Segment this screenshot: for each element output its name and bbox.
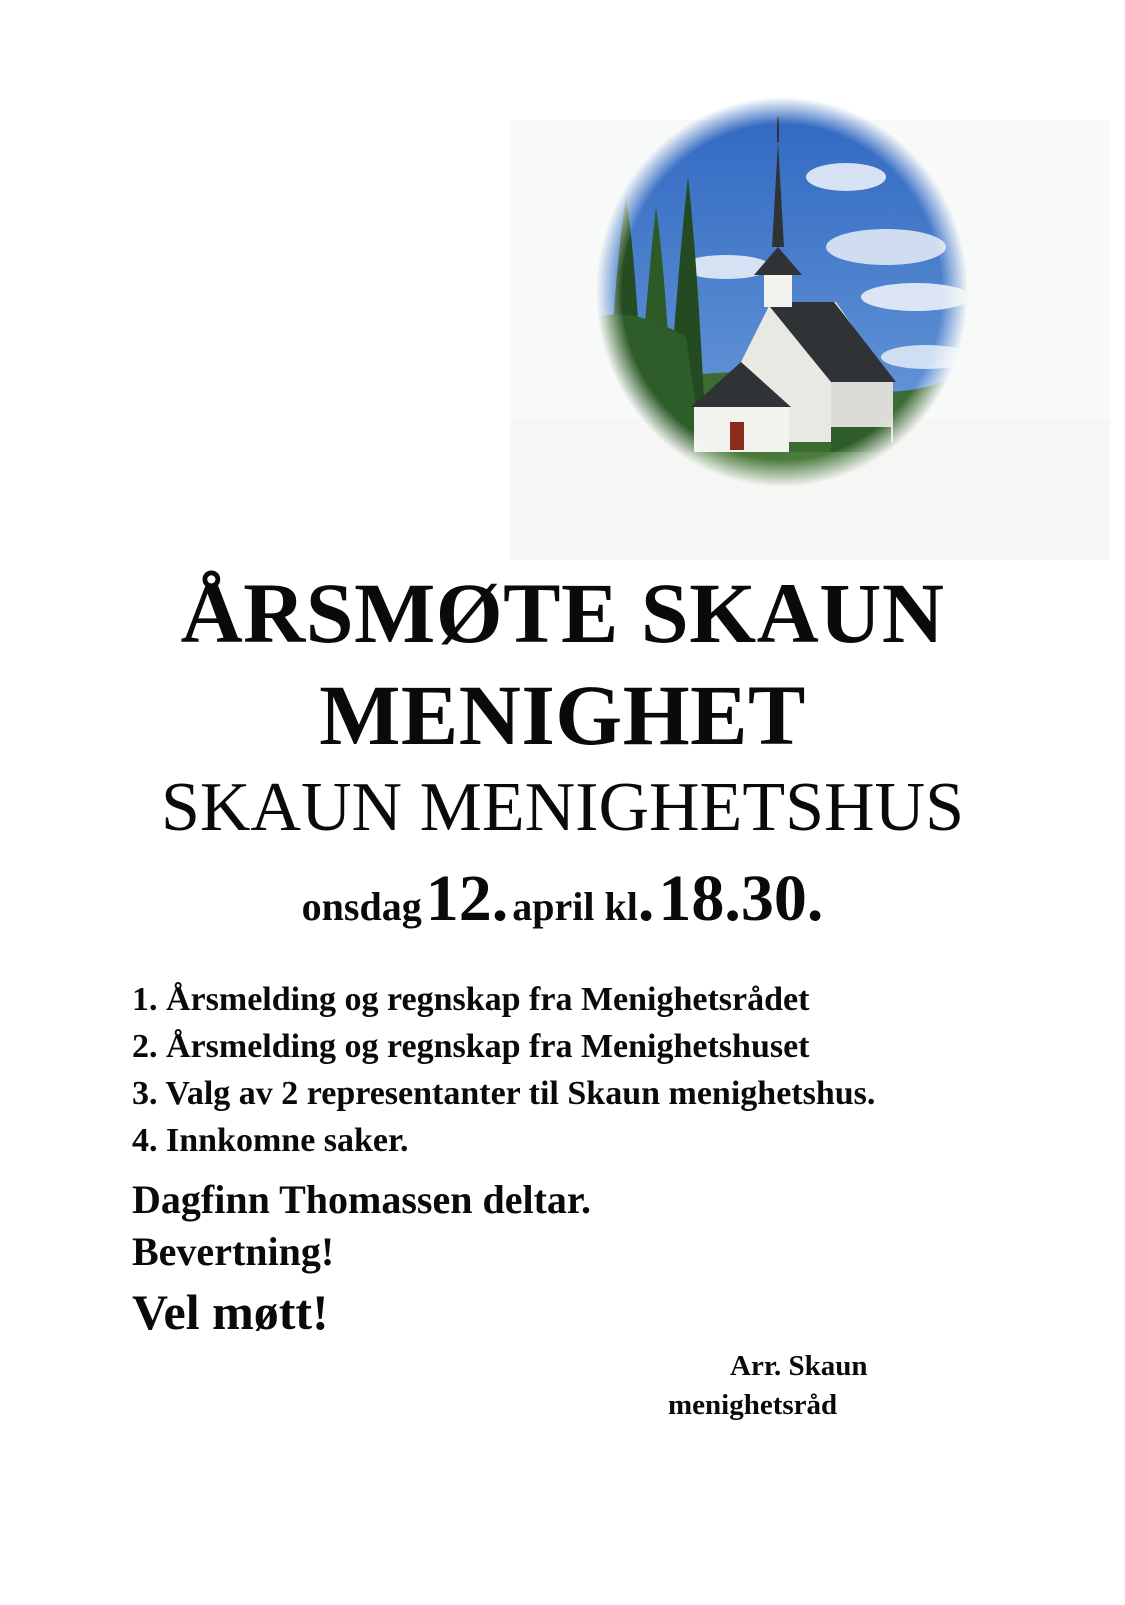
meeting-datetime [0,862,1125,935]
agenda-item: 2. Årsmelding og regnskap fra Menighetshuset [132,1028,810,1065]
organizer-line-1: Arr. Skaun [730,1350,868,1382]
month-kl: april kl [512,884,638,929]
title-line-1: ÅRSMØTE SKAUN [180,565,945,661]
agenda-item: 4. Innkomne saker. [132,1122,409,1159]
agenda-item: 3. Valg av 2 representanter til Skaun menighetshus. [132,1075,876,1112]
guest-line: Dagfinn Thomassen deltar. [132,1177,591,1222]
day: 12. [425,862,509,935]
agenda-item: 1. Årsmelding og regnskap fra Menighetsrådet [132,981,810,1018]
agenda-list [132,976,875,1164]
weekday: onsdag [301,884,422,929]
dot: . [637,862,655,935]
church-photo-icon [596,97,968,487]
venue: SKAUN MENIGHETSHUS [160,769,965,846]
title-line-2: MENIGHET [319,667,806,763]
welcome-line: Vel møtt! [132,1284,329,1340]
refreshments-line: Bevertning! [132,1229,335,1274]
organizer-line-2: menighetsråd [668,1389,838,1421]
time: 18.30. [658,862,824,935]
